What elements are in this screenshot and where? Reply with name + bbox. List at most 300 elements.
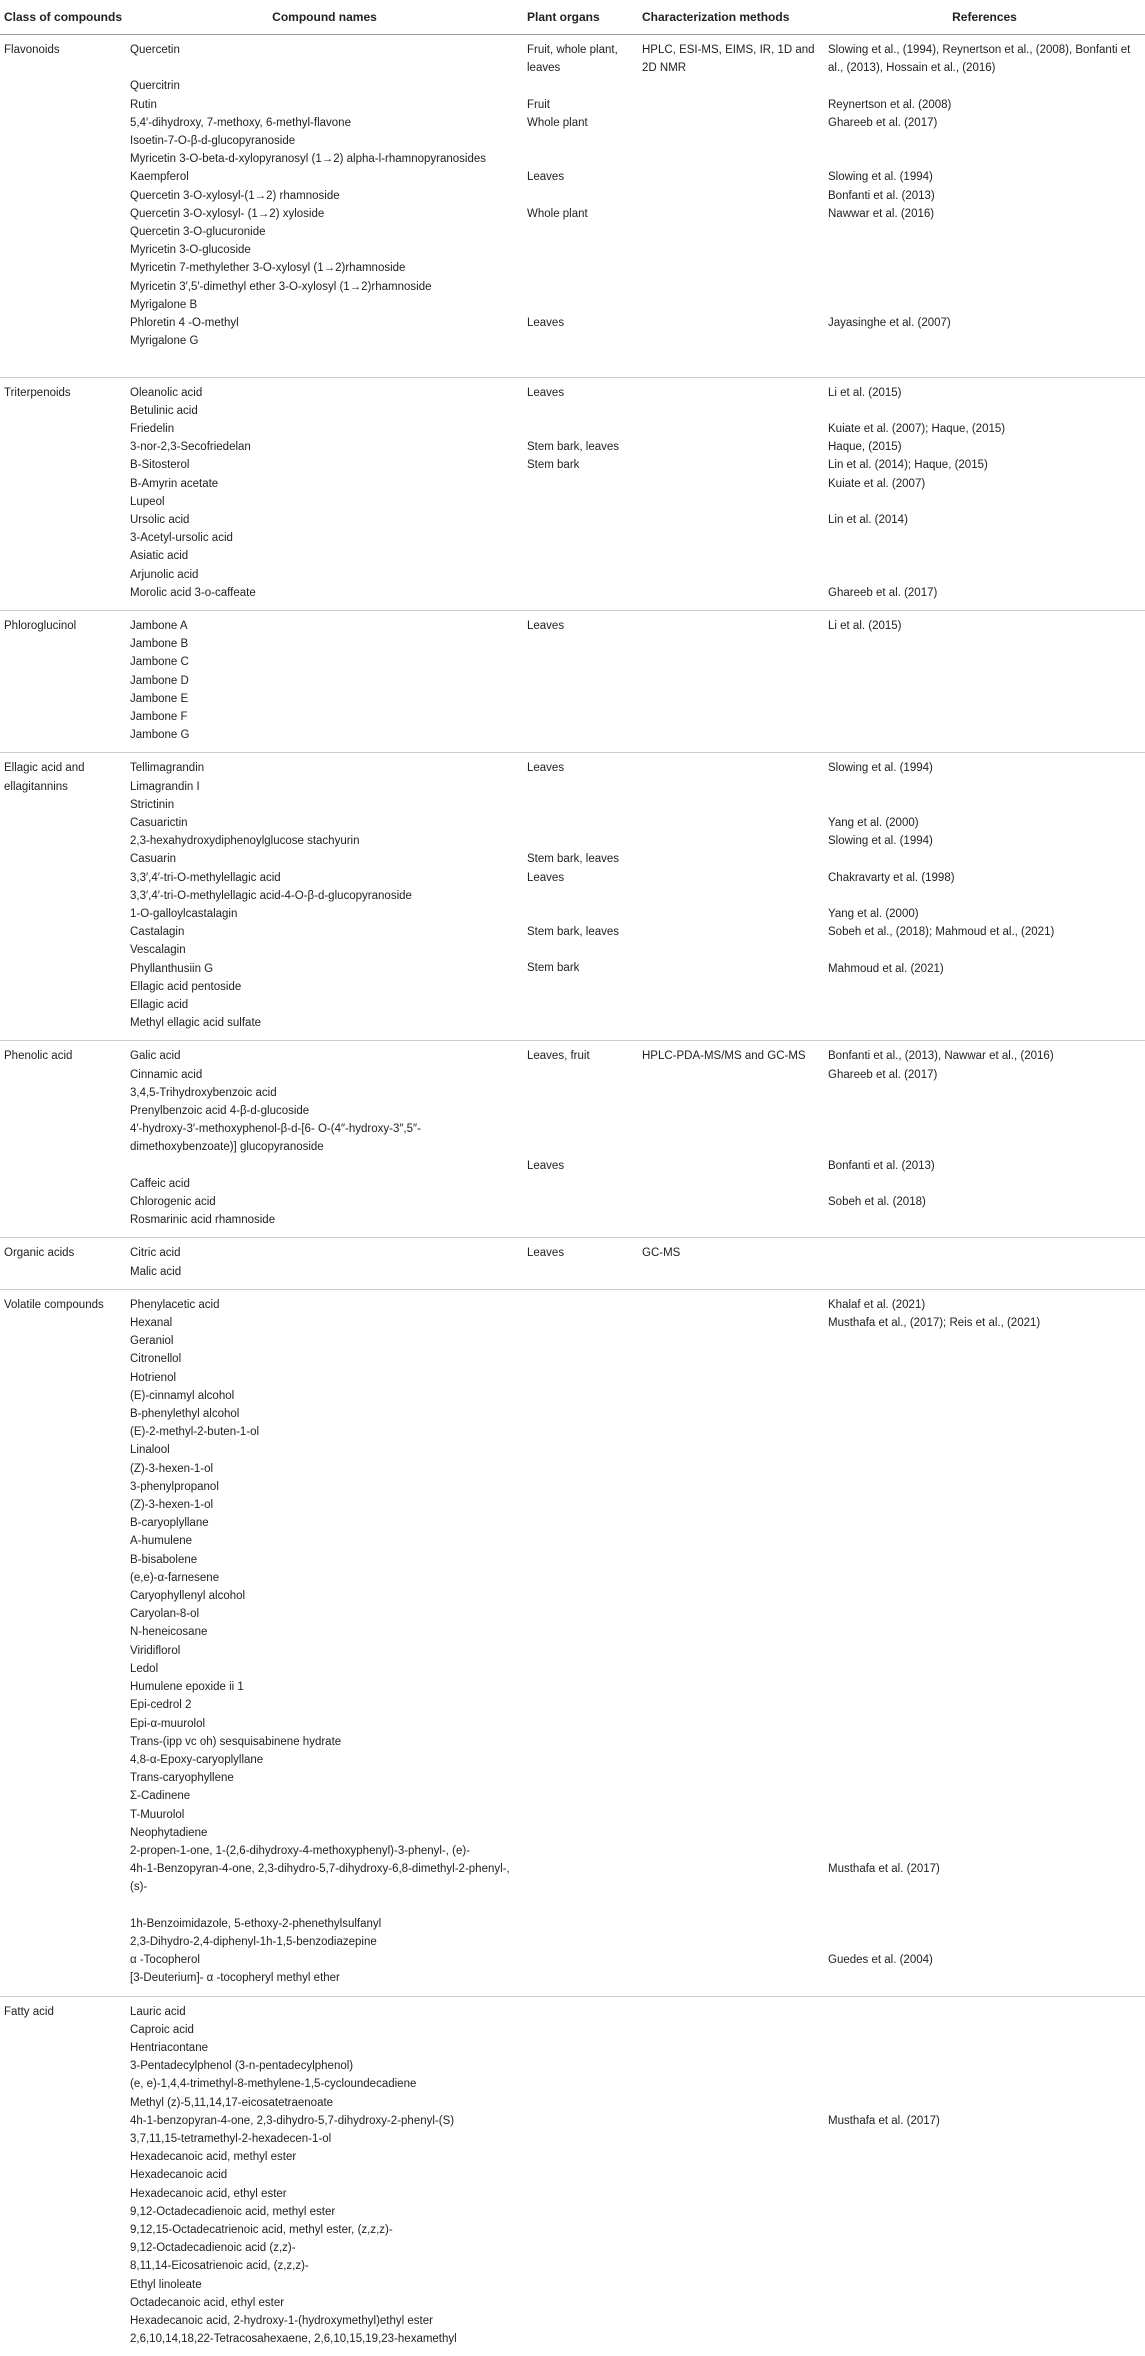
compound-name: 3,3′,4′-tri-O-methylellagic acid-4-O-β-d-glucopyranoside: [130, 887, 519, 905]
reference: Khalaf et al. (2021): [828, 1296, 1141, 1314]
characterization-method: [642, 832, 820, 850]
compound-name: Tellimagrandin: [130, 759, 519, 777]
plant-organ: [527, 420, 634, 438]
reference: [828, 708, 1141, 726]
compound-name: Trans-(ipp vc oh) sesquisabinene hydrate: [130, 1733, 519, 1751]
characterization-method: [642, 96, 820, 114]
compound-name: Myrigalone B: [130, 296, 519, 314]
reference: [828, 350, 1141, 368]
plant-organ: [527, 1932, 634, 1950]
plant-organ: [527, 1423, 634, 1441]
characterization-method: [642, 617, 820, 635]
characterization-method: [642, 350, 820, 368]
reference: [828, 1678, 1141, 1696]
characterization-method: [642, 1769, 820, 1787]
plant-organ: [527, 1175, 634, 1193]
reference: [828, 996, 1141, 1014]
characterization-method: [642, 2039, 820, 2057]
compound-class: Ellagic acid and ellagitannins: [0, 753, 126, 1041]
plant-organ: [527, 2166, 634, 2184]
plant-organ: [527, 350, 634, 368]
reference: Yang et al. (2000): [828, 905, 1141, 923]
plant-organ: [527, 547, 634, 565]
reference: [828, 241, 1141, 259]
plant-organ: [527, 1478, 634, 1496]
characterization-method: [642, 1014, 820, 1032]
reference: [828, 1932, 1141, 1950]
characterization-method-column: [638, 35, 824, 378]
compound-class: Triterpenoids: [0, 377, 126, 610]
characterization-method: [642, 1660, 820, 1678]
characterization-method: [642, 868, 820, 886]
plant-organ: [527, 2312, 634, 2330]
characterization-method: [642, 205, 820, 223]
compound-name: Hotrienol: [130, 1369, 519, 1387]
plant-organ: [527, 1441, 634, 1459]
reference: [828, 1084, 1141, 1102]
compound-name: 3,3′,4′-tri-O-methylellagic acid: [130, 869, 519, 887]
compound-name: Hexadecanoic acid, methyl ester: [130, 2148, 519, 2166]
compound-name: 4,8-α-Epoxy-caryoplyllane: [130, 1751, 519, 1769]
compound-name: 3-Pentadecylphenol (3-n-pentadecylphenol): [130, 2057, 519, 2075]
compound-name: Linalool: [130, 1441, 519, 1459]
characterization-method: [642, 1084, 820, 1102]
compound-name: Citric acid: [130, 1244, 519, 1262]
characterization-method: [642, 584, 820, 602]
characterization-method: [642, 1732, 820, 1750]
compound-name: Prenylbenzoic acid 4-β-d-glucoside: [130, 1102, 519, 1120]
compound-name: Hexadecanoic acid, 2-hydroxy-1-(hydroxymethyl)ethyl ester: [130, 2312, 519, 2330]
plant-organ: Fruit: [527, 96, 634, 114]
compound-name: Hexanal: [130, 1314, 519, 1332]
reference: [828, 332, 1141, 350]
compound-name: Friedelin: [130, 420, 519, 438]
characterization-method: [642, 1532, 820, 1550]
compound-name: 4h-1-Benzopyran-4-one, 2,3-dihydro-5,7-dihydroxy-6,8-dimethyl-2-phenyl-, (s)-: [130, 1860, 519, 1896]
compound-name: Neophytadiene: [130, 1824, 519, 1842]
compound-name: (E)-2-methyl-2-buten-1-ol: [130, 1423, 519, 1441]
compound-name: Vescalagin: [130, 941, 519, 959]
characterization-method: HPLC-PDA-MS/MS and GC-MS: [642, 1047, 820, 1065]
plant-organ: [527, 1405, 634, 1423]
reference: [828, 1014, 1141, 1032]
plant-organ: [527, 2257, 634, 2275]
plant-organ: [527, 332, 634, 350]
compound-name: Arjunolic acid: [130, 566, 519, 584]
characterization-method: [642, 259, 820, 277]
characterization-method: [642, 565, 820, 583]
compound-name: Viridiflorol: [130, 1642, 519, 1660]
compound-name: Humulene epoxide ii 1: [130, 1678, 519, 1696]
plant-organ: [527, 1084, 634, 1102]
plant-organ: [527, 259, 634, 277]
compound-class: Organic acids: [0, 1238, 126, 1289]
plant-organ: [527, 996, 634, 1014]
plant-organ: [527, 1263, 634, 1281]
plant-organ: [527, 1860, 634, 1878]
reference: [828, 1263, 1141, 1281]
compound-name-column: [126, 35, 523, 378]
plant-organ: [527, 635, 634, 653]
reference: Mahmoud et al. (2021): [828, 960, 1141, 978]
characterization-method: [642, 511, 820, 529]
compound-name: Epi-α-muurolol: [130, 1715, 519, 1733]
plant-organ: [527, 690, 634, 708]
characterization-method: [642, 759, 820, 777]
characterization-method: [642, 241, 820, 259]
compound-name: Asiatic acid: [130, 547, 519, 565]
reference: [828, 1896, 1141, 1914]
plant-organ: [527, 1332, 634, 1350]
plant-organ: [527, 1296, 634, 1314]
characterization-method: [642, 456, 820, 474]
compound-name: Strictinin: [130, 796, 519, 814]
reference: [828, 2093, 1141, 2111]
plant-organ: [527, 2003, 634, 2021]
plant-organ: [527, 1532, 634, 1550]
characterization-method: [642, 887, 820, 905]
plant-organ: Stem bark: [527, 959, 634, 977]
reference: [828, 2184, 1141, 2202]
compound-name: Caryophyllenyl alcohol: [130, 1587, 519, 1605]
reference: Ghareeb et al. (2017): [828, 114, 1141, 132]
reference: [828, 1496, 1141, 1514]
reference: [828, 726, 1141, 744]
compound-name-column: [126, 610, 523, 752]
compound-name: Hexadecanoic acid, ethyl ester: [130, 2185, 519, 2203]
reference: [828, 1732, 1141, 1750]
characterization-method: [642, 2257, 820, 2275]
plant-organ: [527, 1678, 634, 1696]
characterization-method: [642, 314, 820, 332]
characterization-method: [642, 796, 820, 814]
plant-organ: [527, 296, 634, 314]
compound-name: 3,4,5-Trihydroxybenzoic acid: [130, 1084, 519, 1102]
reference: [828, 1514, 1141, 1532]
compound-name: 4h-1-benzopyran-4-one, 2,3-dihydro-5,7-dihydroxy-2-phenyl-(S): [130, 2112, 519, 2130]
plant-organ: [527, 796, 634, 814]
plant-organ: [527, 2148, 634, 2166]
compound-name: Isoetin-7-O-β-d-glucopyranoside: [130, 132, 519, 150]
compound-name: 2,6,10,14,18,22-Tetracosahexaene, 2,6,10,15,19,23-hexamethyl: [130, 2330, 519, 2348]
plant-organ: [527, 584, 634, 602]
reference: [828, 2003, 1141, 2021]
compound-name: (e,e)-α-farnesene: [130, 1569, 519, 1587]
compound-name: Citronellol: [130, 1350, 519, 1368]
reference: [828, 1641, 1141, 1659]
reference: [828, 1405, 1141, 1423]
reference: [828, 2257, 1141, 2275]
compound-class-group: [0, 753, 1145, 1041]
header-references: References: [824, 0, 1145, 35]
characterization-method: [642, 277, 820, 295]
compound-class-group: [0, 1996, 1145, 2356]
characterization-method: [642, 2294, 820, 2312]
characterization-method: [642, 1605, 820, 1623]
compound-name: 2-propen-1-one, 1-(2,6-dihydroxy-4-methoxyphenyl)-3-phenyl-, (e)-: [130, 1842, 519, 1860]
characterization-method: [642, 1641, 820, 1659]
plant-organ: [527, 814, 634, 832]
characterization-method: [642, 2057, 820, 2075]
compound-name: Β-caryoplyllane: [130, 1514, 519, 1532]
characterization-method: [642, 493, 820, 511]
compound-name: Myricetin 3-O-beta-d-xylopyranosyl (1→2) alpha-l-rhamnopyranosides: [130, 150, 519, 168]
characterization-method: [642, 2203, 820, 2221]
table-header: [0, 0, 1145, 35]
compound-name: Methyl (z)-5,11,14,17-eicosatetraenoate: [130, 2094, 519, 2112]
plant-organ: Stem bark: [527, 456, 634, 474]
characterization-method: [642, 1193, 820, 1211]
plant-organ: [527, 474, 634, 492]
plant-organ: [527, 2203, 634, 2221]
plant-organ: [527, 2275, 634, 2293]
reference: [828, 1914, 1141, 1932]
compound-class-group: [0, 377, 1145, 610]
reference: [828, 1423, 1141, 1441]
characterization-method: [642, 1066, 820, 1084]
characterization-method: [642, 132, 820, 150]
characterization-method: [642, 1138, 820, 1156]
compound-class: Fatty acid: [0, 1996, 126, 2356]
characterization-method: [642, 529, 820, 547]
characterization-method: [642, 653, 820, 671]
reference: [828, 77, 1141, 95]
compound-name: Quercetin 3-O-xylosyl-(1→2) rhamnoside: [130, 187, 519, 205]
reference: Bonfanti et al. (2013): [828, 187, 1141, 205]
plant-organ: [527, 1014, 634, 1032]
compound-class-group: [0, 610, 1145, 752]
compound-name: Myricetin 3′,5′-dimethyl ether 3-O-xylosyl (1→2)rhamnoside: [130, 278, 519, 296]
compound-name: Limagrandin I: [130, 778, 519, 796]
plant-organ: [527, 1066, 634, 1084]
reference: [828, 1805, 1141, 1823]
plant-organ: Leaves: [527, 384, 634, 402]
plant-organ: Leaves, fruit: [527, 1047, 634, 1065]
compound-name: Jambone G: [130, 726, 519, 744]
characterization-method: [642, 923, 820, 941]
plant-organ: Leaves: [527, 617, 634, 635]
compound-class-group: [0, 1238, 1145, 1289]
reference: Bonfanti et al., (2013), Nawwar et al., (2016): [828, 1047, 1141, 1065]
reference: [828, 2075, 1141, 2093]
compound-name-column: [126, 1289, 523, 1996]
header-row: [0, 0, 1145, 35]
characterization-method: [642, 2312, 820, 2330]
characterization-method-column: [638, 1289, 824, 1996]
plant-organ: [527, 1102, 634, 1120]
compound-name: (e, e)-1,4,4-trimethyl-8-methylene-1,5-cycloundecadiene: [130, 2075, 519, 2093]
characterization-method: [642, 1823, 820, 1841]
characterization-method: [642, 1550, 820, 1568]
reference: Haque, (2015): [828, 438, 1141, 456]
plant-organ: [527, 1350, 634, 1368]
reference: [828, 1769, 1141, 1787]
plant-organ: [527, 150, 634, 168]
characterization-method-column: [638, 753, 824, 1041]
reference-column: [824, 35, 1145, 378]
plant-organ-column: [523, 610, 638, 752]
reference-column: [824, 610, 1145, 752]
reference: [828, 1387, 1141, 1405]
characterization-method: [642, 420, 820, 438]
reference: [828, 259, 1141, 277]
characterization-method: [642, 547, 820, 565]
reference: Yang et al. (2000): [828, 814, 1141, 832]
compound-name: Casuarictin: [130, 814, 519, 832]
compound-name: Lauric acid: [130, 2003, 519, 2021]
reference: Musthafa et al., (2017); Reis et al., (2021): [828, 1314, 1141, 1332]
characterization-method: [642, 2130, 820, 2148]
compound-name: 3-phenylpropanol: [130, 1478, 519, 1496]
plant-organ: [527, 402, 634, 420]
plant-organ: [527, 978, 634, 996]
compound-name: Chlorogenic acid: [130, 1193, 519, 1211]
plant-organ: [527, 2294, 634, 2312]
plant-organ: [527, 132, 634, 150]
reference: [828, 1550, 1141, 1568]
plant-organ: [527, 511, 634, 529]
plant-organ: [527, 2093, 634, 2111]
characterization-method: [642, 2003, 820, 2021]
reference: [828, 778, 1141, 796]
compound-name: 9,12,15-Octadecatrienoic acid, methyl ester, (z,z,z)-: [130, 2221, 519, 2239]
reference: [828, 1696, 1141, 1714]
characterization-method: [642, 332, 820, 350]
compound-name: Cinnamic acid: [130, 1066, 519, 1084]
characterization-method: [642, 941, 820, 959]
reference: [828, 1823, 1141, 1841]
compound-name: Oleanolic acid: [130, 384, 519, 402]
compound-name: Ellagic acid pentoside: [130, 978, 519, 996]
plant-organ: [527, 1460, 634, 1478]
reference: [828, 653, 1141, 671]
plant-organ: [527, 1623, 634, 1641]
characterization-method: [642, 1478, 820, 1496]
compound-name: Jambone A: [130, 617, 519, 635]
characterization-method: [642, 1678, 820, 1696]
reference-column: [824, 1289, 1145, 1996]
reference: [828, 1460, 1141, 1478]
compound-name: Β-Sitosterol: [130, 456, 519, 474]
compound-name: [130, 59, 519, 77]
compound-name: (Z)-3-hexen-1-ol: [130, 1496, 519, 1514]
plant-organ: [527, 1896, 634, 1914]
compound-name: N-heneicosane: [130, 1623, 519, 1641]
plant-organ: [527, 1660, 634, 1678]
plant-organ: [527, 1641, 634, 1659]
characterization-method: [642, 778, 820, 796]
reference: [828, 150, 1141, 168]
characterization-method: [642, 1175, 820, 1193]
compound-name: Rosmarinic acid rhamnoside: [130, 1211, 519, 1229]
characterization-method: [642, 1878, 820, 1896]
characterization-method: [642, 1157, 820, 1175]
reference: [828, 1332, 1141, 1350]
reference: Jayasinghe et al. (2007): [828, 314, 1141, 332]
characterization-method: [642, 1496, 820, 1514]
compound-name: Trans-caryophyllene: [130, 1769, 519, 1787]
plant-organ-column: [523, 377, 638, 610]
compound-name-column: [126, 1041, 523, 1238]
plant-organ: [527, 278, 634, 296]
reference-column: [824, 1041, 1145, 1238]
characterization-method: [642, 114, 820, 132]
characterization-method: [642, 959, 820, 977]
reference: [828, 278, 1141, 296]
reference: [828, 2312, 1141, 2330]
compound-name: Myrigalone G: [130, 332, 519, 350]
compound-name: (Z)-3-hexen-1-ol: [130, 1460, 519, 1478]
characterization-method: [642, 850, 820, 868]
characterization-method: [642, 672, 820, 690]
characterization-method: [642, 726, 820, 744]
reference: [828, 2039, 1141, 2057]
plant-organ: [527, 653, 634, 671]
reference: [828, 1878, 1141, 1896]
characterization-method: [642, 223, 820, 241]
compound-name: Β-bisabolene: [130, 1551, 519, 1569]
table-body: [0, 35, 1145, 2356]
reference: [828, 1102, 1141, 1120]
compound-name: 4′-hydroxy-3′-methoxyphenol-β-d-[6- O-(4″-hydroxy-3″,5″-dimethoxybenzoate)] glucopyranoside: [130, 1120, 519, 1156]
compound-name: Caryolan-8-ol: [130, 1605, 519, 1623]
plant-organ: [527, 1878, 634, 1896]
compound-name: Jambone E: [130, 690, 519, 708]
characterization-method: [642, 1914, 820, 1932]
reference: [828, 2330, 1141, 2348]
compound-name: Jambone C: [130, 653, 519, 671]
reference: [828, 941, 1141, 959]
compound-name: 1-O-galloylcastalagin: [130, 905, 519, 923]
reference: Li et al. (2015): [828, 617, 1141, 635]
plant-organ: Leaves: [527, 314, 634, 332]
characterization-method: [642, 2239, 820, 2257]
characterization-method: [642, 2093, 820, 2111]
characterization-method: [642, 1387, 820, 1405]
characterization-method: [642, 168, 820, 186]
compound-name: Morolic acid 3-o-caffeate: [130, 584, 519, 602]
reference: [828, 1120, 1141, 1138]
reference: [828, 1478, 1141, 1496]
reference: [828, 529, 1141, 547]
compound-name: Lupeol: [130, 493, 519, 511]
compound-name: T-Muurolol: [130, 1806, 519, 1824]
reference: Kuiate et al. (2007); Haque, (2015): [828, 420, 1141, 438]
characterization-method: [642, 814, 820, 832]
characterization-method: [642, 1841, 820, 1859]
reference: [828, 2203, 1141, 2221]
plant-organ: [527, 1550, 634, 1568]
compound-name: Malic acid: [130, 1263, 519, 1281]
compound-name: Jambone B: [130, 635, 519, 653]
plant-organ-column: [523, 1041, 638, 1238]
characterization-method: [642, 1314, 820, 1332]
plant-organ: Fruit, whole plant, leaves: [527, 41, 634, 77]
compound-name: 3,7,11,15-tetramethyl-2-hexadecen-1-ol: [130, 2130, 519, 2148]
reference: [828, 2130, 1141, 2148]
reference: [828, 672, 1141, 690]
compound-name: 5,4′-dihydroxy, 7-methoxy, 6-methyl-flavone: [130, 114, 519, 132]
reference: Lin et al. (2014); Haque, (2015): [828, 456, 1141, 474]
reference: [828, 2057, 1141, 2075]
reference: [828, 1441, 1141, 1459]
reference: [828, 796, 1141, 814]
compound-name: Ethyl linoleate: [130, 2276, 519, 2294]
compound-name: Ursolic acid: [130, 511, 519, 529]
plant-organ: [527, 1496, 634, 1514]
characterization-method: [642, 1569, 820, 1587]
reference: [828, 493, 1141, 511]
